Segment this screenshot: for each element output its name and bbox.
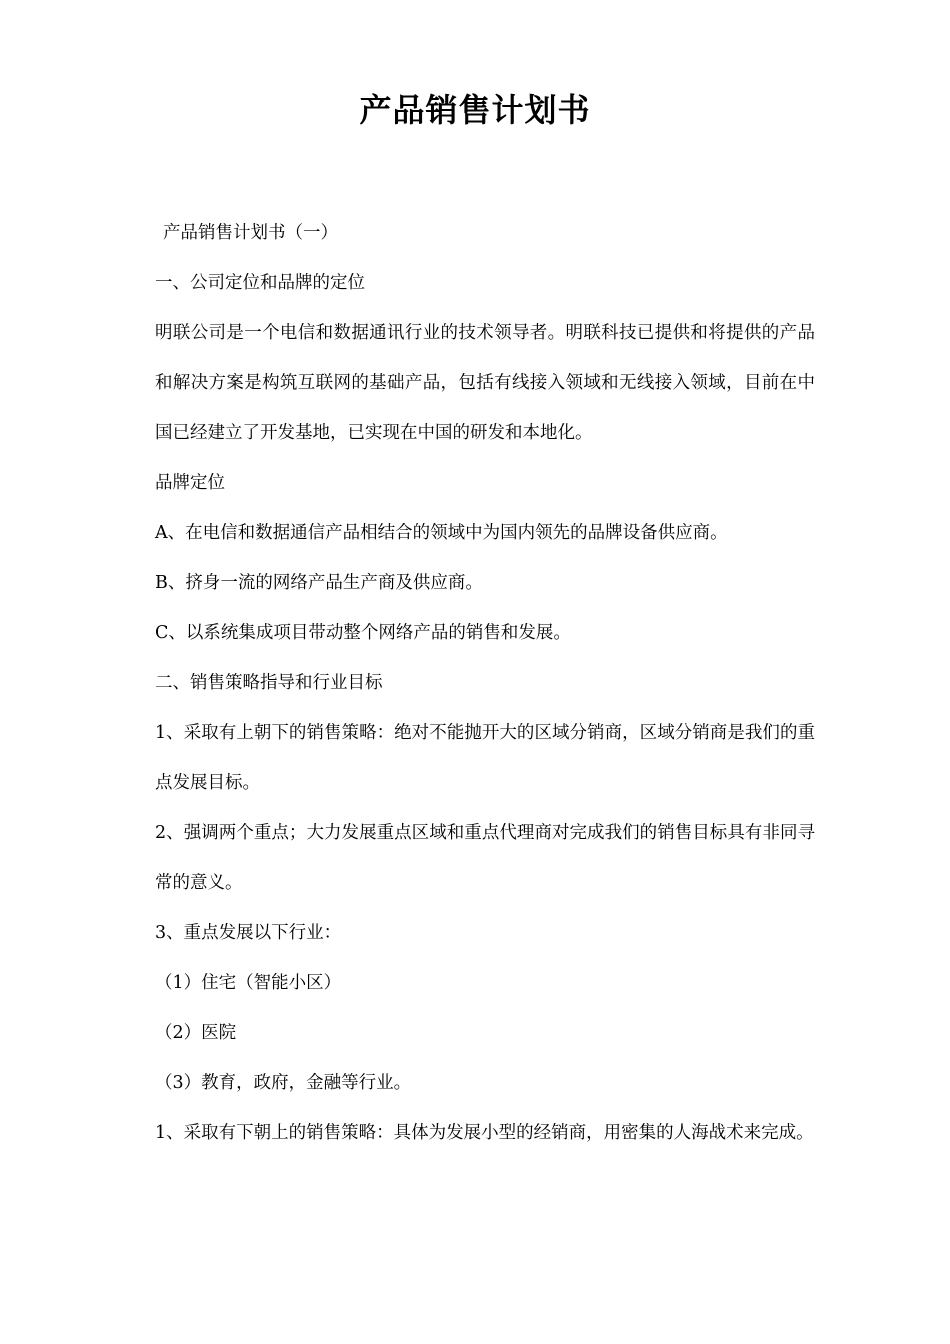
document-body [145,208,815,1158]
industry-item-residential: （1）住宅（智能小区） [155,973,342,993]
strategy-item-two-focus: 2、强调两个重点；大力发展重点区域和重点代理商对完成我们的销售目标具有非同寻常的意义。 [155,823,815,893]
strategy-item-bottom-up: 1、采取有下朝上的销售策略：具体为发展小型的经销商，用密集的人海战术来完成。 [155,1123,814,1143]
brand-item-b: B、挤身一流的网络产品生产商及供应商。 [155,573,483,593]
brand-item-c: C、以系统集成项目带动整个网络产品的销售和发展。 [155,623,571,643]
brand-positioning-heading: 品牌定位 [155,473,225,493]
document-subtitle: 产品销售计划书（一） [163,223,338,243]
strategy-item-industries: 3、重点发展以下行业： [155,923,342,943]
section-heading-positioning: 一、公司定位和品牌的定位 [155,273,365,293]
strategy-item-top-down: 1、采取有上朝下的销售策略：绝对不能抛开大的区域分销商，区域分销商是我们的重点发展目标。 [155,723,815,793]
section-heading-strategy: 二、销售策略指导和行业目标 [155,673,383,693]
company-intro-paragraph: 明联公司是一个电信和数据通讯行业的技术领导者。明联科技已提供和将提供的产品和解决方案是构筑互联网的基础产品，包括有线接入领域和无线接入领域，目前在中国已经建立了开发基地，已实现在中国的研发和本地化。 [155,323,815,443]
industry-item-education: （3）教育，政府，金融等行业。 [155,1073,412,1093]
brand-item-a: A、在电信和数据通信产品相结合的领域中为国内领先的品牌设备供应商。 [155,523,728,543]
industry-item-hospital: （2）医院 [155,1023,237,1043]
document-title: 产品销售计划书 [359,91,591,129]
